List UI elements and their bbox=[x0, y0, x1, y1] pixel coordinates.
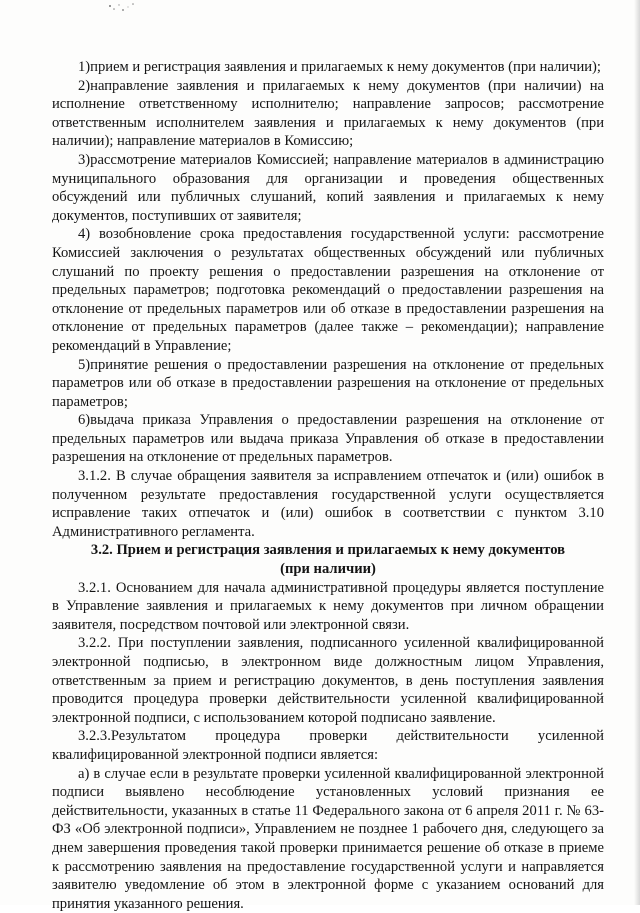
list-item-3: 3)рассмотрение материалов Комиссией; направление материалов в администрацию муниципального образования для организации и проведения общественных обсуждений или публичных слушаний, копий заявления и прилагаемых к нему документов, поступивших от заявителя; bbox=[52, 151, 604, 224]
list-item-2: 2)направление заявления и прилагаемых к нему документов (при наличии) на исполнение ответственному исполнителю; направление запросов; рассмотрение ответственным исполнителем заявления и прилагаемых к нему документов (при наличии); направление материалов в Комиссию; bbox=[52, 77, 604, 150]
paragraph-3-2-1: 3.2.1. Основанием для начала административной процедуры является поступление в Управление заявления и прилагаемых к нему документов при личном обращении заявителя, посредством почтовой или электронной связи. bbox=[52, 579, 604, 633]
list-item-4: 4) возобновление срока предоставления государственной услуги: рассмотрение Комиссией заключения о результатах общественных обсуждений или публичных слушаний по проекту решения о предоставлении разрешения на отклонение от предельных параметров; подготовка рекомендаций о предоставлении разрешения на отклонение от предельных параметров или об отказе в предоставлении разрешения на отклонение от предельных параметров (далее также – рекомендации); направление рекомендаций в Управление; bbox=[52, 226, 604, 354]
list-item-5: 5)принятие решения о предоставлении разрешения на отклонение от предельных параметров или об отказе в предоставлении разрешения на отклонение от предельных параметров; bbox=[52, 356, 604, 410]
list-item-1: 1)прием и регистрация заявления и прилагаемых к нему документов (при наличии); bbox=[78, 59, 601, 75]
paragraph-3-1-2: 3.1.2. В случае обращения заявителя за исправлением отпечаток и (или) ошибок в полученном результате предоставления государственной услуги осуществляется исправление таких отпечаток и (или) ошибок в соответствии с пунктом 3.10 Административного регламента. bbox=[52, 468, 604, 540]
document-body bbox=[52, 58, 604, 913]
paragraph-sub-a: а) в случае если в результате проверки усиленной квалифицированной электронной подписи выявлено несоблюдение установленных условий признания ее действительности, указанных в статье 11 Федерального закона от 6 апреля 2011 г. № 63-ФЗ «Об электронной подписи», Управлением не позднее 1 рабочего дня, следующего за днем завершения проведения такой проверки принимается решение об отказе в приеме к рассмотрению заявления на предоставление государственной услуги и направляется заявителю уведомление об этом в электронной форме с указанием оснований для принятия указанного решения. bbox=[52, 765, 604, 912]
section-heading-line1: 3.2. Прием и регистрация заявления и прилагаемых к нему документов bbox=[90, 542, 566, 559]
section-heading-line2: (при наличии) bbox=[280, 561, 376, 578]
paragraph-3-2-3: 3.2.3.Результатом процедура проверки действительности усиленной квалифицированной электронной подписи является: bbox=[52, 728, 604, 763]
section-heading bbox=[52, 541, 604, 578]
scan-edge-shadow bbox=[634, 0, 640, 905]
scan-speck bbox=[0, 0, 640, 20]
list-item-6: 6)выдача приказа Управления о предоставлении разрешения на отклонение от предельных параметров или выдача приказа Управления об отказе в предоставлении разрешения на отклонение от предельных параметров. bbox=[52, 412, 604, 466]
paragraph-3-2-2: 3.2.2. При поступлении заявления, подписанного усиленной квалифицированной электронной подписью, в электронном виде должностным лицом Управления, ответственным за прием и регистрацию документов, в день поступления заявления проводится процедура проверки действительности усиленной квалифицированной электронной подписи, с использованием которой подписано заявление. bbox=[52, 635, 604, 726]
